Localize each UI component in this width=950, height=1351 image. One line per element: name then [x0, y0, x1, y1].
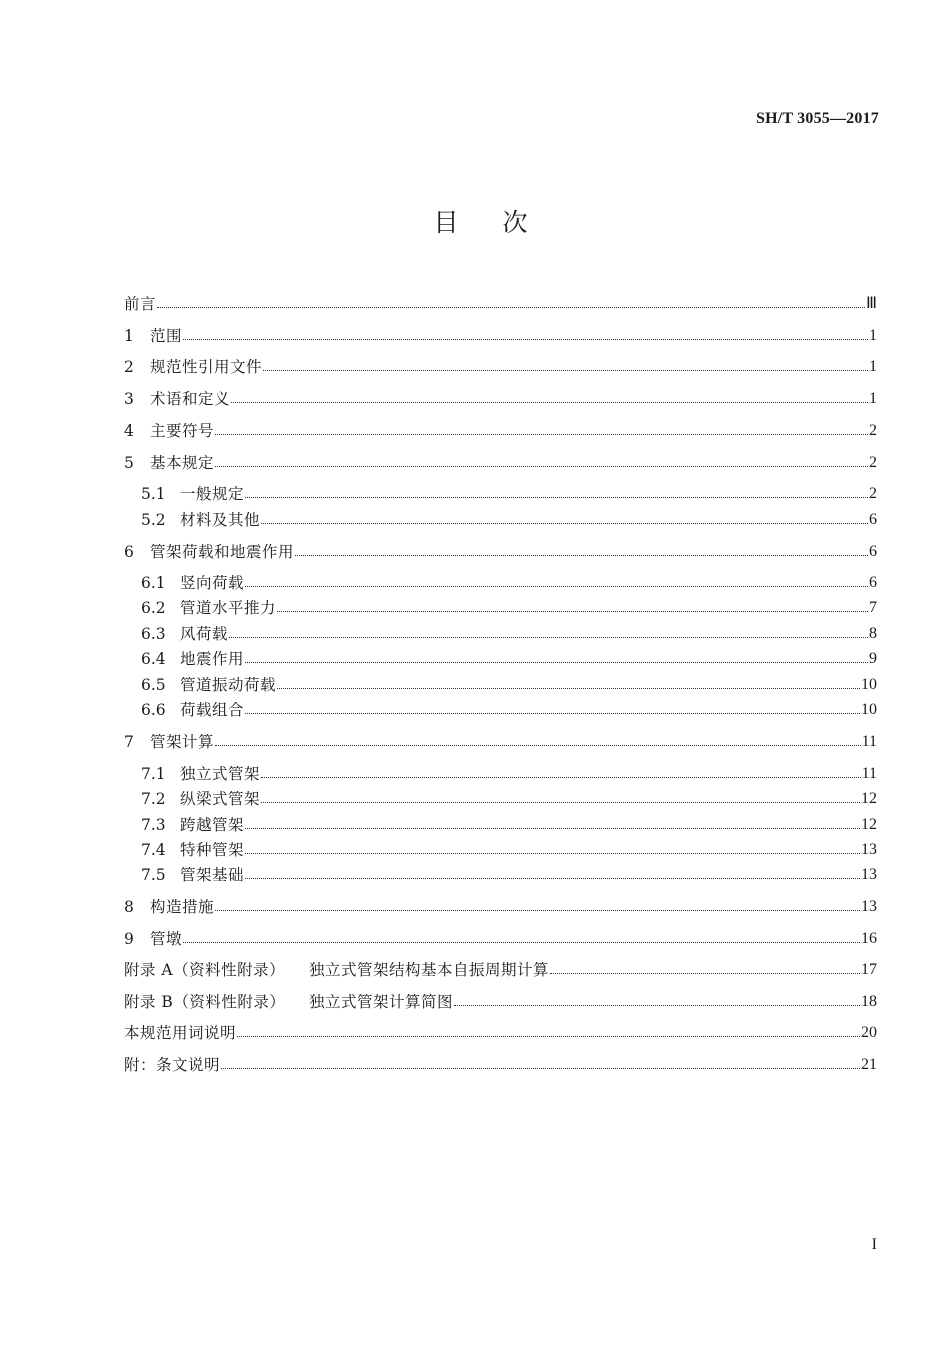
toc-number: 6.2 [141, 599, 166, 617]
toc-label: 竖向荷载 [180, 574, 245, 592]
toc-number: 6.5 [141, 676, 166, 694]
toc-page: 1 [869, 358, 877, 375]
toc-page: 6 [869, 543, 877, 560]
toc-label: 风荷载 [180, 625, 229, 643]
toc-leader-dots [245, 497, 868, 498]
toc-number: 6 [124, 543, 134, 561]
toc-page: 16 [861, 930, 877, 947]
toc-entry-6-4[interactable] [141, 647, 877, 669]
toc-entry-8[interactable] [124, 895, 877, 917]
toc-number: 5.2 [141, 511, 166, 529]
toc-page: 1 [869, 327, 877, 344]
toc-entry-7-3[interactable] [141, 813, 877, 835]
toc-leader-dots [263, 370, 868, 371]
toc-number: 1 [124, 327, 134, 345]
toc-label: 材料及其他 [180, 511, 261, 529]
toc-leader-dots [215, 466, 868, 467]
toc-page: 13 [861, 866, 877, 883]
toc-label: 独立式管架结构基本自振周期计算 [309, 961, 550, 979]
toc-label: 管道振动荷载 [180, 676, 277, 694]
toc-page: 18 [861, 993, 877, 1010]
toc-number: 7.5 [141, 866, 166, 884]
toc-label: 跨越管架 [180, 816, 245, 834]
toc-entry-6[interactable] [124, 540, 877, 562]
toc-label: 主要符号 [150, 422, 215, 440]
toc-number: 2 [124, 358, 134, 376]
toc-leader-dots [231, 402, 868, 403]
toc-leader-dots [277, 688, 860, 689]
toc-leader-dots [295, 555, 868, 556]
toc-label: 独立式管架计算简图 [309, 993, 454, 1011]
toc-number: 5 [124, 454, 134, 472]
toc-number: 3 [124, 390, 134, 408]
toc-label: 管架基础 [180, 866, 245, 884]
toc-label: 特种管架 [180, 841, 245, 859]
toc-page: 2 [869, 485, 877, 502]
toc-leader-dots [215, 434, 868, 435]
toc-entry-5-2[interactable] [141, 508, 877, 530]
toc-entry-terms[interactable] [124, 1021, 877, 1043]
toc-label: 地震作用 [180, 650, 245, 668]
toc-entry-4[interactable] [124, 419, 877, 441]
toc-entry-6-2[interactable] [141, 596, 877, 618]
toc-number: 7 [124, 733, 134, 751]
toc-entry-appendix-b[interactable] [124, 990, 877, 1012]
toc-entry-foreword[interactable] [124, 292, 877, 314]
toc-entry-7-5[interactable] [141, 863, 877, 885]
toc-leader-dots [183, 339, 868, 340]
toc-page: 6 [869, 511, 877, 528]
toc-page: 6 [869, 574, 877, 591]
toc-number: 6.1 [141, 574, 166, 592]
toc-page: 7 [869, 599, 877, 616]
toc-entry-6-6[interactable] [141, 698, 877, 720]
toc-entry-7-4[interactable] [141, 838, 877, 860]
toc-page: 20 [861, 1024, 877, 1041]
toc-page: 10 [861, 701, 877, 718]
toc-leader-dots [245, 713, 860, 714]
toc-number: 6.3 [141, 625, 166, 643]
toc-page: 13 [861, 841, 877, 858]
table-of-contents [124, 0, 877, 1351]
toc-page: 11 [861, 733, 877, 750]
toc-entry-5-1[interactable] [141, 482, 877, 504]
toc-page: 11 [861, 765, 877, 782]
toc-label: 管架计算 [150, 733, 215, 751]
toc-entry-5[interactable] [124, 451, 877, 473]
toc-page: 9 [869, 650, 877, 667]
toc-number: 附录 B（资料性附录） [124, 993, 286, 1011]
toc-leader-dots [245, 878, 860, 879]
toc-leader-dots [245, 828, 860, 829]
toc-number: 7.1 [141, 765, 166, 783]
toc-entry-9[interactable] [124, 927, 877, 949]
toc-number: 7.2 [141, 790, 166, 808]
page-title: 目次 [433, 208, 572, 237]
toc-page: 17 [861, 961, 877, 978]
toc-leader-dots [550, 973, 860, 974]
toc-entry-7-1[interactable] [141, 762, 877, 784]
toc-entry-1[interactable] [124, 324, 877, 346]
toc-label: 纵梁式管架 [180, 790, 261, 808]
toc-leader-dots [245, 853, 860, 854]
toc-label: 前言 [124, 295, 157, 313]
toc-page: 10 [861, 676, 877, 693]
toc-entry-6-5[interactable] [141, 673, 877, 695]
toc-page: 12 [861, 790, 877, 807]
toc-leader-dots [215, 745, 861, 746]
toc-number: 7.4 [141, 841, 166, 859]
toc-label: 独立式管架 [180, 765, 261, 783]
toc-leader-dots [229, 637, 868, 638]
toc-label: 管架荷载和地震作用 [150, 543, 295, 561]
toc-page: Ⅲ [865, 295, 877, 312]
toc-leader-dots [261, 777, 861, 778]
toc-leader-dots [183, 942, 860, 943]
toc-leader-dots [277, 611, 868, 612]
toc-leader-dots [454, 1005, 860, 1006]
toc-label: 本规范用词说明 [124, 1024, 237, 1042]
toc-page: 1 [869, 390, 877, 407]
toc-number: 9 [124, 930, 134, 948]
toc-leader-dots [215, 910, 860, 911]
toc-number: 8 [124, 898, 134, 916]
standard-code: SH/T 3055—2017 [756, 110, 879, 127]
toc-entry-7-2[interactable] [141, 787, 877, 809]
toc-entry-notes[interactable] [124, 1053, 877, 1075]
toc-leader-dots [261, 802, 860, 803]
toc-entry-2[interactable] [124, 355, 877, 377]
toc-label: 荷载组合 [180, 701, 245, 719]
toc-label: 附：条文说明 [124, 1056, 221, 1074]
toc-label: 管道水平推力 [180, 599, 277, 617]
toc-label: 构造措施 [150, 898, 215, 916]
toc-leader-dots [245, 662, 868, 663]
toc-label: 一般规定 [180, 485, 245, 503]
toc-entry-7[interactable] [124, 730, 877, 752]
toc-label: 范围 [150, 327, 183, 345]
toc-leader-dots [157, 307, 865, 308]
toc-leader-dots [261, 523, 868, 524]
toc-number: 6.6 [141, 701, 166, 719]
toc-number: 7.3 [141, 816, 166, 834]
toc-leader-dots [237, 1036, 860, 1037]
toc-entry-appendix-a[interactable] [124, 958, 877, 980]
page-number: I [871, 1236, 877, 1253]
toc-page: 8 [869, 625, 877, 642]
toc-page: 2 [869, 422, 877, 439]
toc-number: 6.4 [141, 650, 166, 668]
toc-page: 2 [869, 454, 877, 471]
toc-number: 附录 A（资料性附录） [124, 961, 286, 979]
toc-leader-dots [221, 1068, 860, 1069]
toc-page: 13 [861, 898, 877, 915]
toc-label: 管墩 [150, 930, 183, 948]
toc-entry-6-1[interactable] [141, 571, 877, 593]
toc-label: 基本规定 [150, 454, 215, 472]
toc-label: 术语和定义 [150, 390, 231, 408]
toc-page: 21 [861, 1056, 877, 1073]
toc-number: 5.1 [141, 485, 166, 503]
toc-entry-6-3[interactable] [141, 622, 877, 644]
toc-leader-dots [245, 586, 868, 587]
toc-number: 4 [124, 422, 134, 440]
toc-entry-3[interactable] [124, 387, 877, 409]
toc-label: 规范性引用文件 [150, 358, 263, 376]
toc-page: 12 [861, 816, 877, 833]
